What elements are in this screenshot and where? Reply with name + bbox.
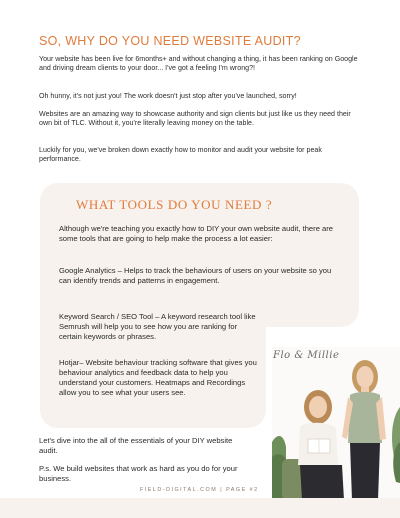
team-photo — [272, 347, 400, 500]
intro-paragraph: Your website has been live for 6months+ and without changing a thing, it has been ranking on Google and driving dream clients to your door... I've got a feeling I'm wrong?! — [39, 55, 358, 73]
tools-intro: Although we're teaching you exactly how to DIY your own website audit, there are some tools that are going to help make the process a lot easier: — [59, 224, 333, 244]
tlc-paragraph: Websites are an amazing way to showcase authority and sign clients but just like us they need their own bit of TLC. Without it, you're literally leaving money on the table. — [39, 110, 351, 128]
tools-card-title: WHAT TOOLS DO YOU NEED ? — [76, 197, 273, 212]
tool-keyword-seo: Keyword Search / SEO Tool – A keyword research tool like Semrush will help you to see how you are ranking for certain keywords or phrases. — [59, 312, 256, 342]
tool-hotjar: Hotjar– Website behaviour tracking software that gives you behaviour analytics and feedback data to help you understand your customers. Heatmaps and Recordings allow you to see what your users see. — [59, 358, 257, 398]
closing-dive-in: Let's dive into the all of the essentials of your DIY website audit. — [39, 436, 233, 456]
signature-flo-millie: Flo & Millie — [273, 350, 340, 361]
team-photo-illustration — [272, 347, 400, 500]
section-heading: SO, WHY DO YOU NEED WEBSITE AUDIT? — [39, 34, 301, 48]
tool-google-analytics: Google Analytics – Helps to track the behaviours of users on your website so you can identify trends and patterns in engagement. — [59, 266, 332, 286]
luckily-paragraph: Luckily for you, we've broken down exactly how to monitor and audit your website for peak performance. — [39, 146, 322, 164]
closing-ps: P.s. We build websites that work as hard as you do for your business. — [39, 464, 238, 484]
page-footer: FIELD-DIGITAL.COM | PAGE #2 — [140, 487, 259, 493]
reassurance-paragraph: Oh hunny, it's not just you! The work doesn't just stop after you've launched, sorry! — [39, 92, 297, 100]
footer-band — [0, 498, 400, 518]
